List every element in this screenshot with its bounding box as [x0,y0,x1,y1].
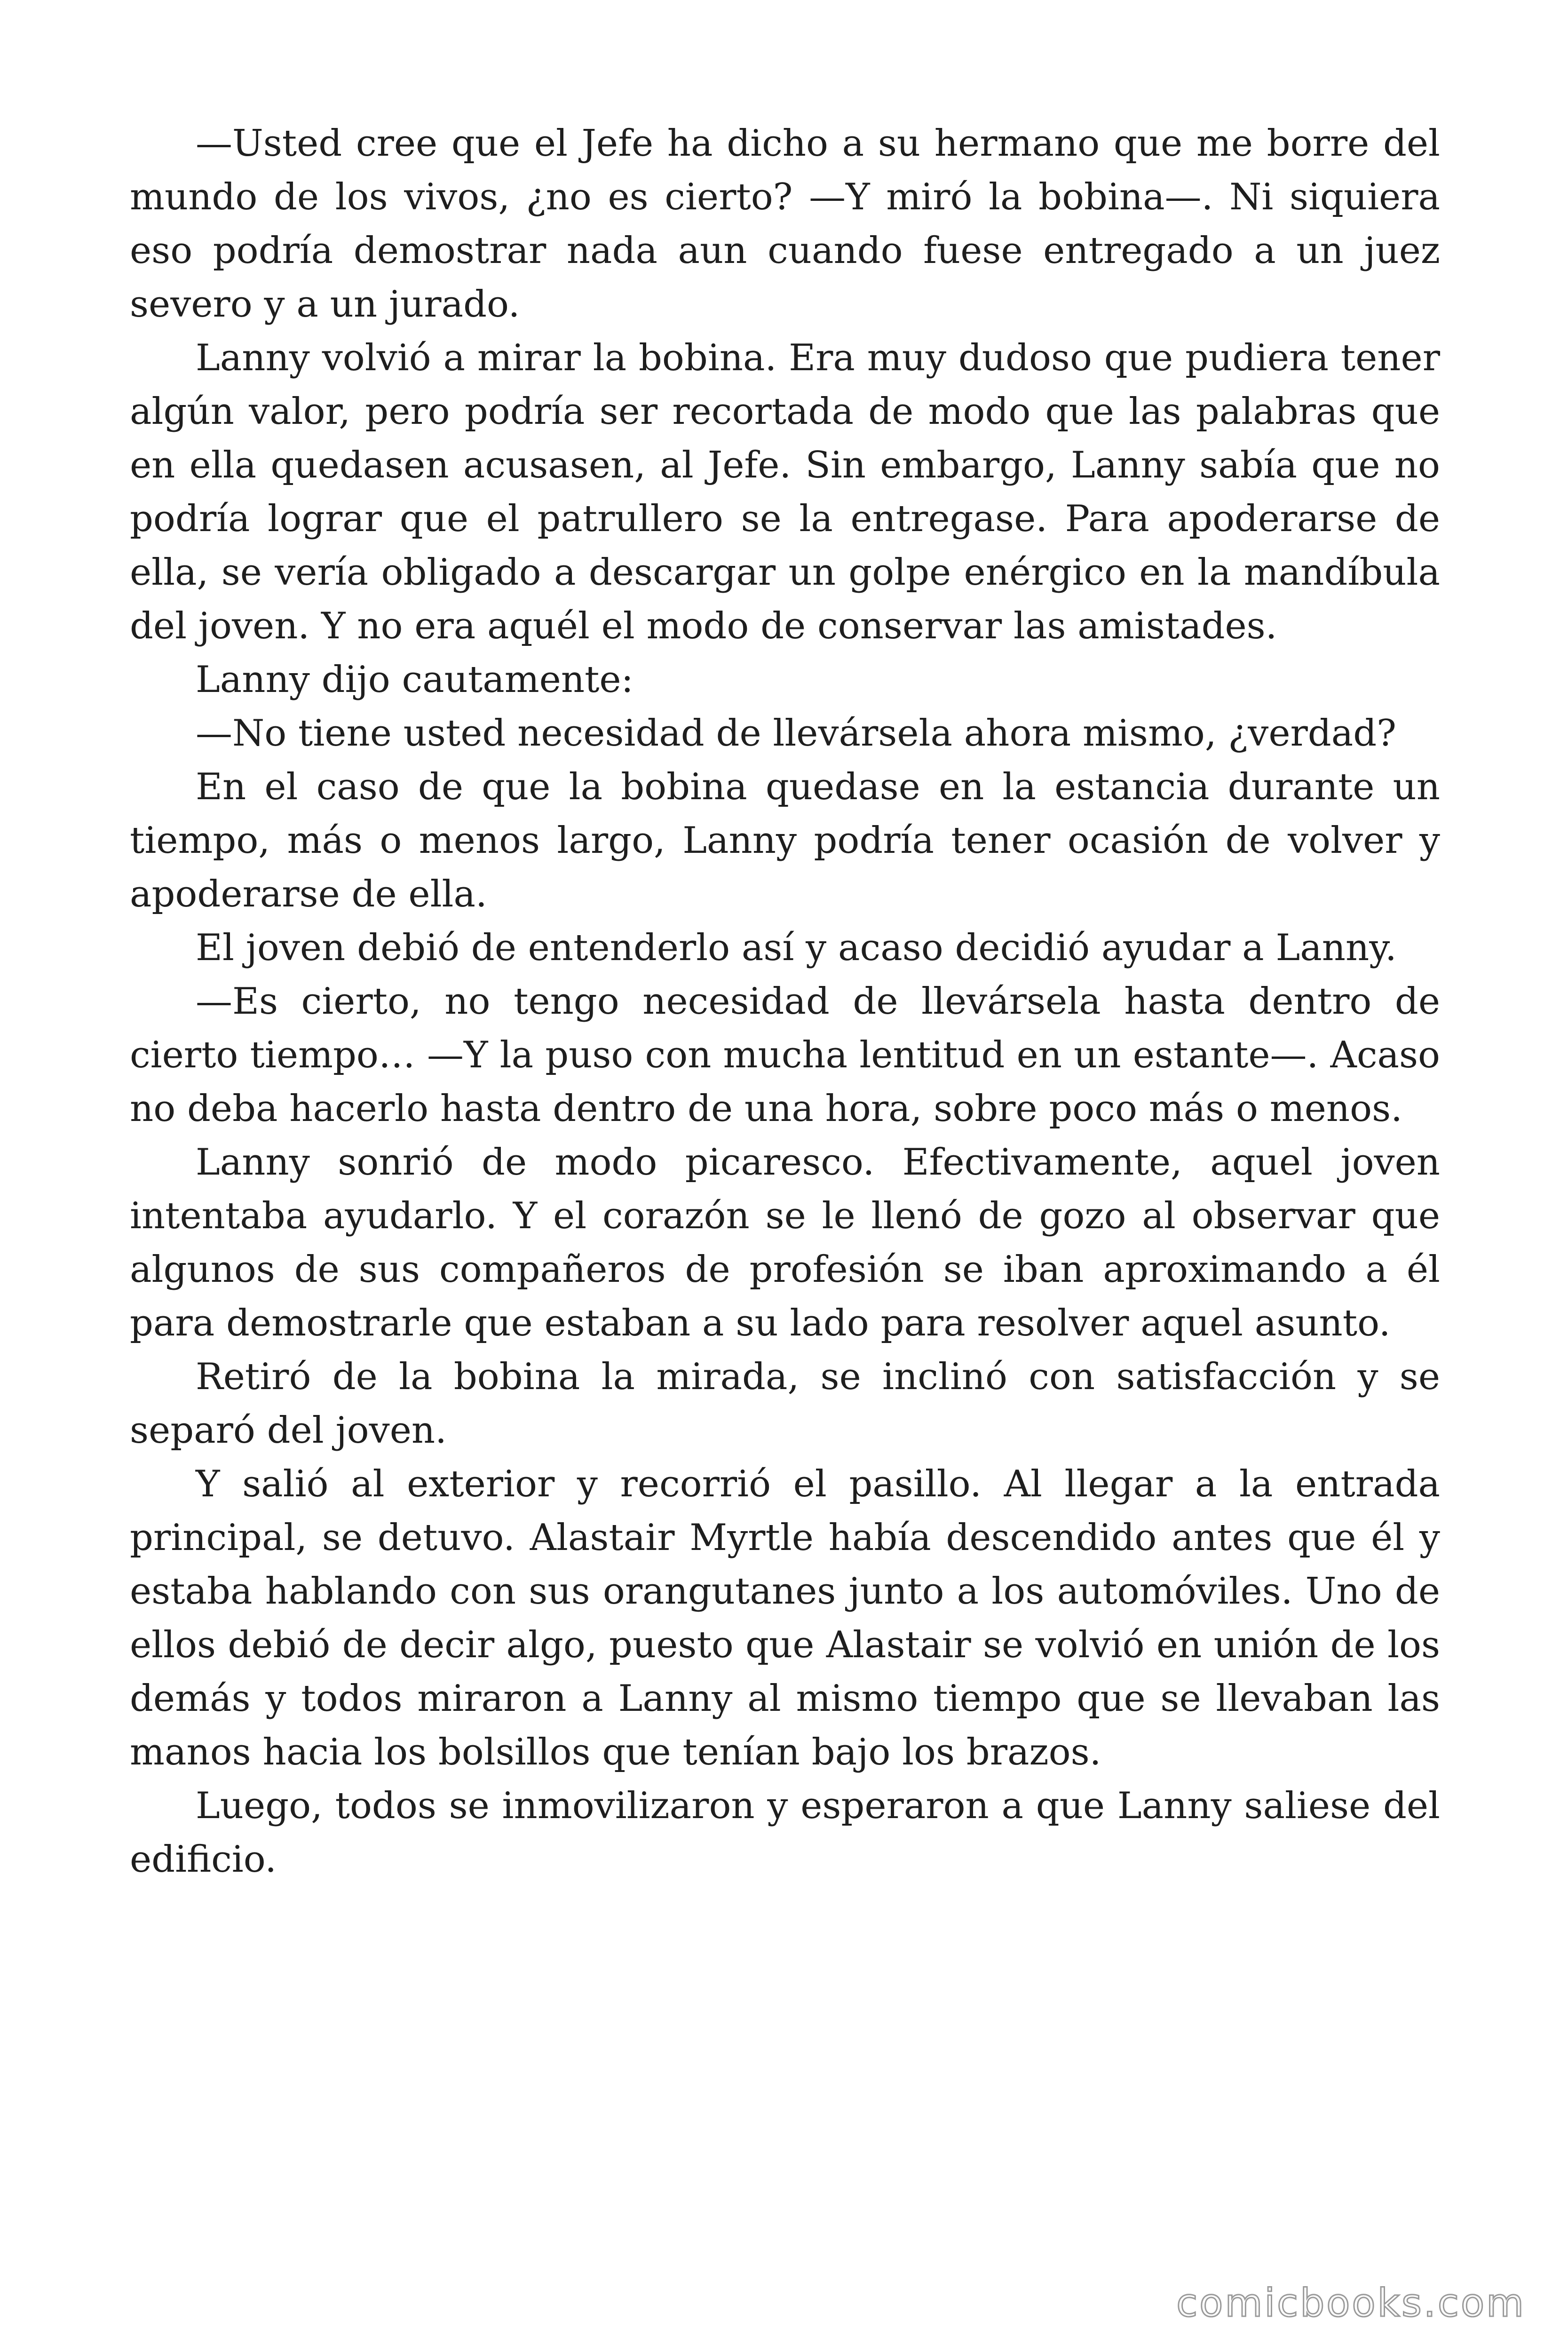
paragraph: Lanny dijo cautamente: [196,659,634,701]
paragraph: Retiró de la bobina la mirada, se inclinó con satisfacción y se separó del joven. [130,1356,1440,1452]
paragraph: El joven debió de entenderlo así y acaso decidió ayudar a Lanny. [196,927,1397,969]
watermark: comicbooks.com [1176,2281,1526,2326]
paragraph: —No tiene usted necesidad de llevársela ahora mismo, ¿verdad? [196,712,1396,755]
paragraph: Y salió al exterior y recorrió el pasillo. Al llegar a la entrada principal, se detuvo. Alastair Myrtle había descendido antes que él y estaba hablando con sus orangutanes junto a los automóviles. Uno de ellos debió de decir algo, puesto que Alastair se volvió en unión de los demás y todos miraron a Lanny al mismo tiempo que se llevaban las manos hacia los bolsillos que tenían bajo los brazos. [130,1463,1440,1773]
paragraph: Lanny sonrió de modo picaresco. Efectivamente, aquel joven intentaba ayudarlo. Y el corazón se le llenó de gozo al observar que algunos de sus compañeros de profesión se iban aproximando a él para demostrarle que estaban a su lado para resolver aquel asunto. [130,1141,1440,1344]
page-body [130,117,1440,1886]
paragraph: Luego, todos se inmovilizaron y esperaron a que Lanny saliese del edificio. [130,1785,1440,1881]
paragraph: —Usted cree que el Jefe ha dicho a su hermano que me borre del mundo de los vivos, ¿no es cierto? —Y miró la bobina—. Ni siquiera eso podría demostrar nada aun cuando fuese entregado a un juez severo y a un jurado. [130,122,1440,326]
paragraph: En el caso de que la bobina quedase en la estancia durante un tiempo, más o menos largo, Lanny podría tener ocasión de volver y apoderarse de ella. [130,766,1440,915]
paragraph: —Es cierto, no tengo necesidad de llevársela hasta dentro de cierto tiempo… —Y la puso con mucha lentitud en un estante—. Acaso no deba hacerlo hasta dentro de una hora, sobre poco más o menos. [130,980,1440,1130]
paragraph: Lanny volvió a mirar la bobina. Era muy dudoso que pudiera tener algún valor, pero podría ser recortada de modo que las palabras que en ella quedasen acusasen, al Jefe. Sin embargo, Lanny sabía que no podría lograr que el patrullero se la entregase. Para apoderarse de ella, se vería obligado a descargar un golpe enérgico en la mandíbula del joven. Y no era aquél el modo de conservar las amistades. [130,337,1440,647]
